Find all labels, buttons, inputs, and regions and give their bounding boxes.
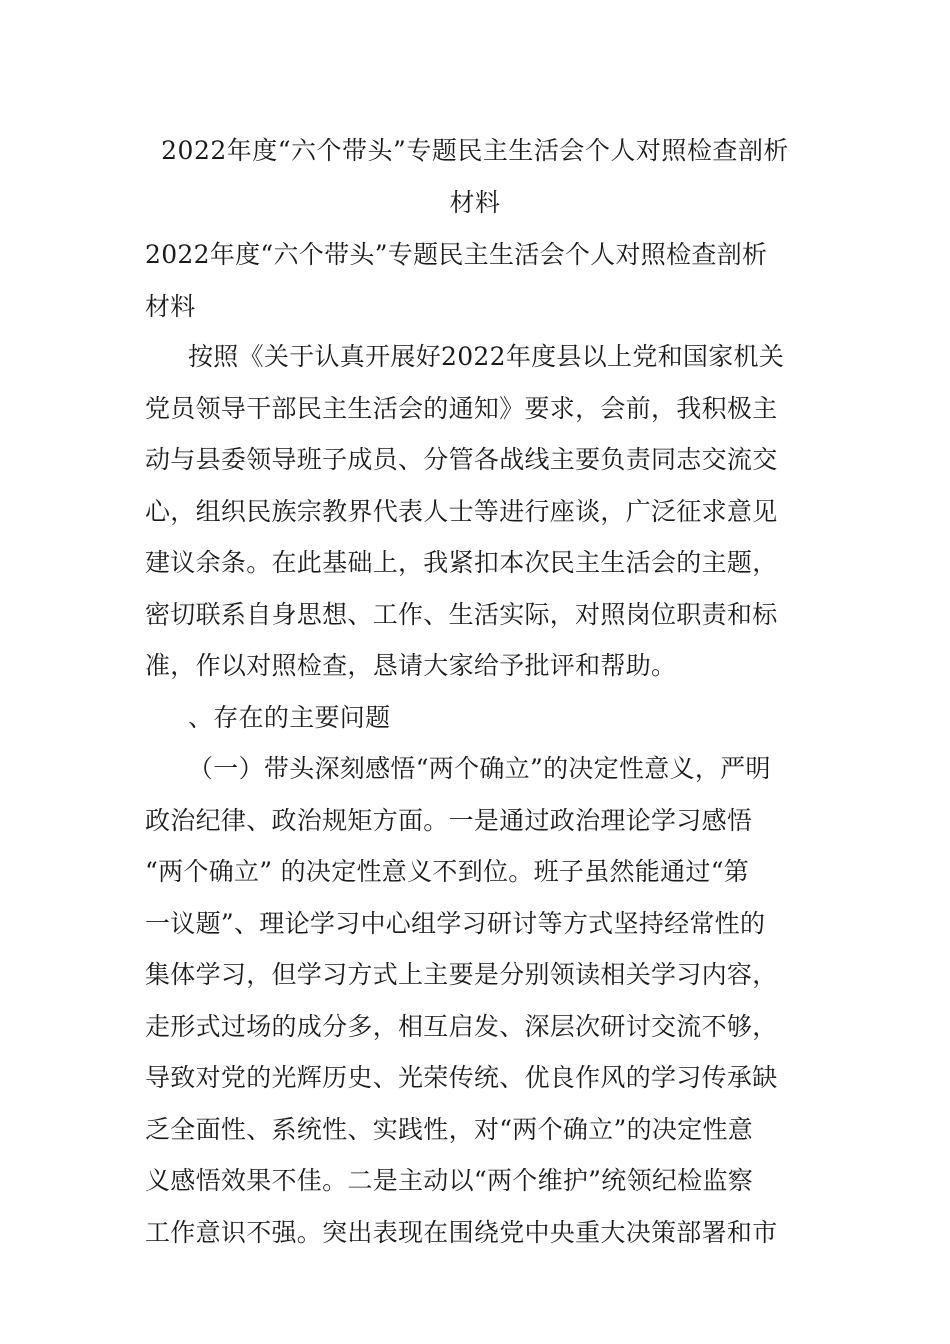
paragraph-line: 走形式过场的成分多，相互启发、深层次研讨交流不够， — [145, 1012, 778, 1041]
heading-line-1: 2022年度“六个带头”专题民主生活会个人对照检查剖析 — [145, 240, 768, 269]
paragraph-line: 密切联系自身思想、工作、生活实际，对照岗位职责和标 — [145, 600, 778, 629]
paragraph-line: 义感悟效果不佳。二是主动以“两个维护”统领纪检监察 — [145, 1166, 754, 1195]
paragraph-line: 集体学习，但学习方式上主要是分别领读相关学习内容， — [145, 960, 778, 989]
paragraph-line: 准，作以对照检查，恳请大家给予批评和帮助。 — [145, 651, 677, 680]
paragraph-line: 工作意识不强。突出表现在围绕党中央重大决策部署和市 — [145, 1218, 778, 1247]
paragraph-line: 党员领导干部民主生活会的通知》要求，会前，我积极主 — [145, 394, 778, 423]
paragraph-line: （一）带头深刻感悟“两个确立”的决定性意义，严明 — [188, 754, 771, 783]
heading-line-2: 材料 — [145, 292, 196, 321]
paragraph-line: 乏全面性、系统性、实践性，对“两个确立”的决定性意 — [145, 1115, 754, 1144]
paragraph-line: 建议余条。在此基础上，我紧扣本次民主生活会的主题， — [145, 548, 778, 577]
paragraph-line: “两个确立” 的决定性意义不到位。班子虽然能通过“第 — [145, 857, 750, 886]
paragraph-line: 按照《关于认真开展好2022年度县以上党和国家机关 — [188, 342, 785, 371]
paragraph-line: 政治纪律、政治规矩方面。一是通过政治理论学习感悟 — [145, 806, 753, 835]
paragraph-line: 一议题”、理论学习中心组学习研讨等方式坚持经常性的 — [145, 909, 766, 938]
paragraph-line: 动与县委领导班子成员、分管各战线主要负责同志交流交 — [145, 445, 778, 474]
document-title-line-2: 材料 — [449, 188, 501, 217]
paragraph-line: 心，组织民族宗教界代表人士等进行座谈，广泛征求意见 — [145, 497, 778, 526]
document-title-line-1: 2022年度“六个带头”专题民主生活会个人对照检查剖析 — [161, 136, 789, 165]
paragraph-line: 导致对党的光辉历史、光荣传统、优良作风的学习传承缺 — [145, 1063, 778, 1092]
section-heading: 、存在的主要问题 — [188, 703, 391, 732]
